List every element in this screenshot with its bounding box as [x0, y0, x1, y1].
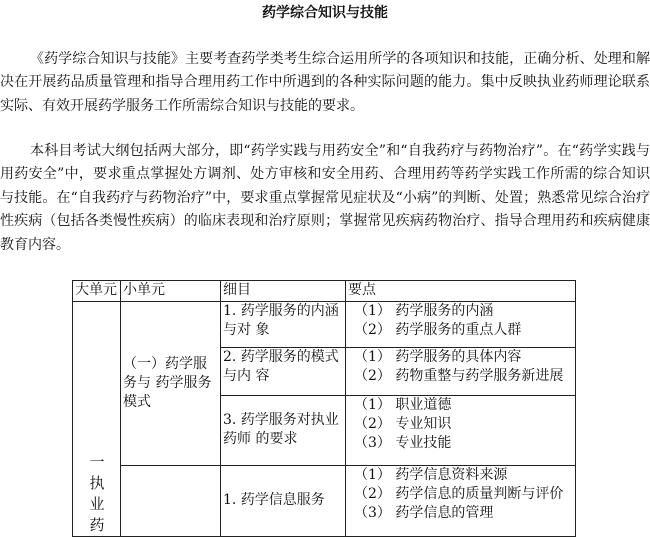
intro-paragraph: 《药学综合知识与技能》主要考查药学类考生综合运用所学的各项知识和技能，正确分析、处理和解决在开展药品质量管理和指导合理用药工作中所遇到的各种实际问题的能力。集中反映执业药师理论联系实际、有效开展药学服务工作所需综合知识与技能的要求。 — [0, 51, 650, 114]
table-header-row — [73, 281, 576, 302]
header-major-unit: 大单元 — [73, 281, 121, 302]
syllabus-table — [72, 280, 576, 537]
key-point: （1） 药学服务的内涵 — [354, 303, 494, 319]
points-cell — [346, 347, 576, 395]
major-unit-label: 一执业药 — [89, 453, 105, 534]
key-point: （3） 专业技能 — [354, 434, 452, 451]
document-title: 药学综合知识与技能 — [262, 5, 388, 21]
minor-unit-cell-empty — [121, 465, 221, 536]
major-unit-cell — [73, 302, 121, 537]
scope-paragraph: 本科目考试大纲包括两大部分，即“药学实践与用药安全”和“自我药疗与药物治疗”。在“药学实践与用药安全”中，要求重点掌握处方调剂、处方审核和安全用药、合理用药等药学实践工作所需的综合知识与技能。在“自我药疗与药物治疗”中，要求重点掌握常见症状及“小病”的判断、处置；熟悉常见综合治疗性疾病（包括各类慢性疾病）的临床表现和治疗原则；掌握常见疾病药物治疗、指导合理用药和疾病健康教育内容。 — [0, 143, 650, 253]
key-point: （3） 药学信息的管理 — [354, 504, 494, 521]
table-row — [73, 465, 576, 536]
detail-cell: 2. 药学服务的模式与内 容 — [221, 347, 346, 395]
points-cell — [346, 465, 576, 536]
minor-unit-cell — [121, 302, 221, 466]
points-cell — [346, 302, 576, 348]
key-point: （1） 职业道德 — [354, 396, 452, 413]
key-point: （1） 药学服务的具体内容 — [354, 348, 522, 365]
header-detail: 细目 — [221, 281, 346, 302]
key-point: （2） 药物重整与药学服务新进展 — [354, 367, 564, 384]
key-point: （1） 药学信息资料来源 — [354, 466, 508, 483]
detail-cell: 3. 药学服务对执业药师 的要求 — [221, 395, 346, 465]
key-point: （2） 药学信息的质量判断与评价 — [354, 485, 564, 502]
key-point: （2） 药学服务的重点人群 — [354, 322, 522, 338]
detail-cell: 1. 药学信息服务 — [221, 465, 346, 536]
detail-cell: 1. 药学服务的内涵与对 象 — [221, 302, 346, 348]
header-key-points: 要点 — [346, 281, 576, 302]
minor-unit-label: （一）药学服务与 药学服务模式 — [123, 355, 212, 410]
table-row — [73, 302, 576, 348]
points-cell — [346, 395, 576, 465]
header-minor-unit: 小单元 — [121, 281, 221, 302]
key-point: （2） 专业知识 — [354, 415, 452, 432]
